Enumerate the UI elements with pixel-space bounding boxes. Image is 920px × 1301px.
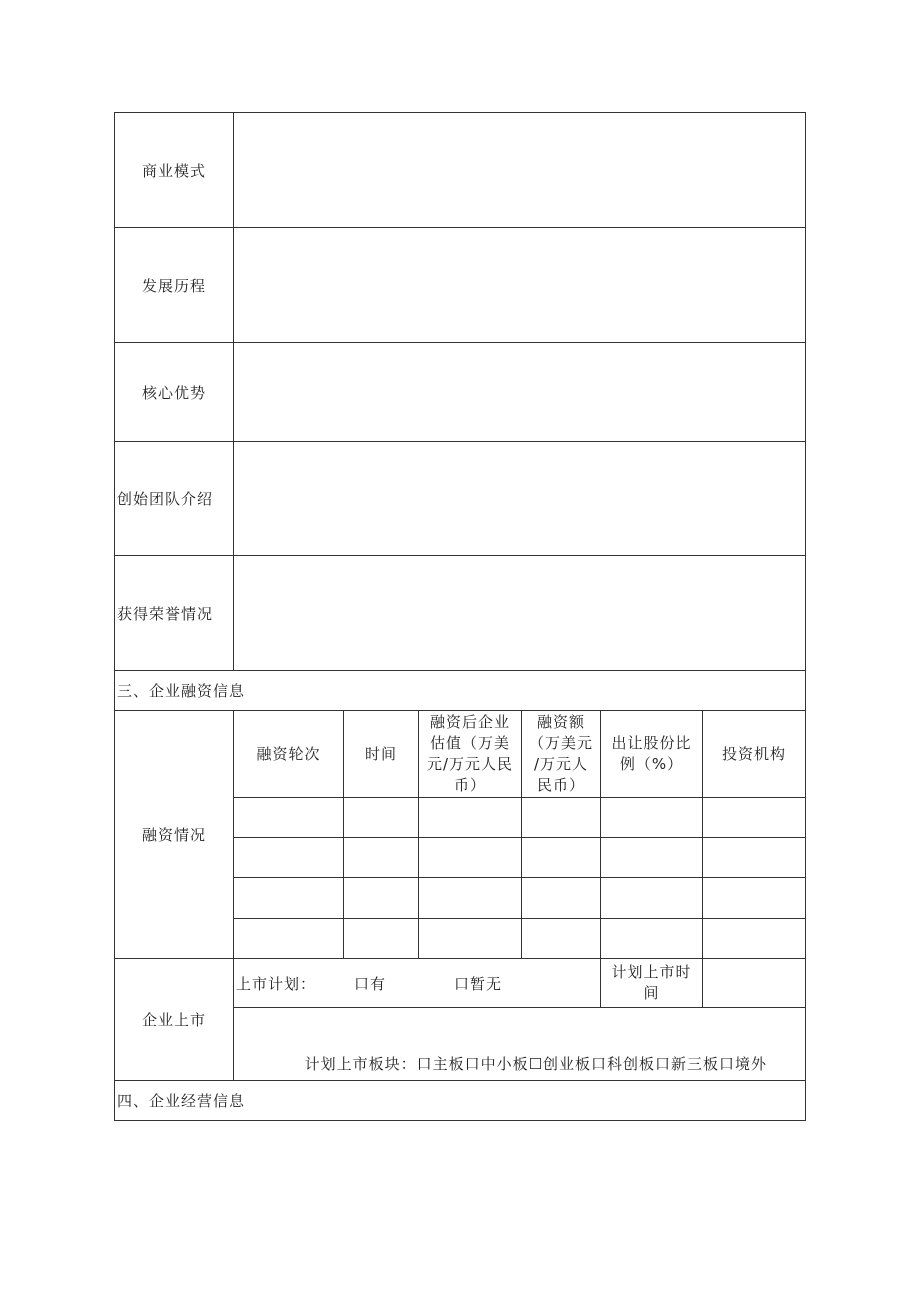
- header-share: 出让股份比 例（%）: [601, 711, 703, 798]
- label-founding-team: 创始团队介绍: [115, 442, 234, 556]
- row-section4-title: [115, 1081, 806, 1121]
- row-honors: [115, 556, 806, 671]
- financing-cell[interactable]: [703, 798, 806, 838]
- ipo-plan-label: 上市计划：: [236, 974, 317, 993]
- financing-cell[interactable]: [234, 919, 344, 959]
- financing-cell[interactable]: [234, 878, 344, 919]
- financing-cell[interactable]: [522, 919, 601, 959]
- ipo-plan-time-label: 计划上市时 间: [601, 959, 703, 1008]
- row-section3-title: [115, 671, 806, 711]
- financing-cell[interactable]: [234, 798, 344, 838]
- financing-cell[interactable]: [601, 919, 703, 959]
- label-business-model: 商业模式: [115, 113, 234, 228]
- financing-cell[interactable]: [419, 838, 522, 878]
- ipo-plan-time-field[interactable]: [703, 959, 806, 1008]
- financing-cell[interactable]: [601, 878, 703, 919]
- label-history: 发展历程: [115, 228, 234, 343]
- row-core-advantage: [115, 343, 806, 442]
- financing-cell[interactable]: [344, 798, 419, 838]
- financing-header-row: [115, 711, 806, 798]
- financing-cell[interactable]: [419, 919, 522, 959]
- label-core-advantage: 核心优势: [115, 343, 234, 442]
- field-core-advantage[interactable]: [234, 343, 806, 442]
- ipo-board-options[interactable]: 计划上市板块：口主板口中小板☐创业板口科创板口新三板口境外: [234, 1008, 806, 1081]
- field-honors[interactable]: [234, 556, 806, 671]
- row-founding-team: [115, 442, 806, 556]
- field-founding-team[interactable]: [234, 442, 806, 556]
- financing-cell[interactable]: [344, 838, 419, 878]
- financing-cell[interactable]: [234, 838, 344, 878]
- label-honors: 获得荣誉情况: [115, 556, 234, 671]
- financing-cell[interactable]: [419, 798, 522, 838]
- ipo-plan-row: [115, 959, 806, 1008]
- financing-cell[interactable]: [601, 798, 703, 838]
- field-history[interactable]: [234, 228, 806, 343]
- financing-cell[interactable]: [419, 878, 522, 919]
- row-business-model: [115, 113, 806, 228]
- row-history: [115, 228, 806, 343]
- section4-title: 四、企业经营信息: [115, 1081, 806, 1121]
- financing-cell[interactable]: [703, 878, 806, 919]
- label-ipo: 企业上市: [115, 959, 234, 1081]
- financing-cell[interactable]: [522, 838, 601, 878]
- label-financing: 融资情况: [115, 711, 234, 959]
- financing-cell[interactable]: [522, 798, 601, 838]
- section3-title: 三、企业融资信息: [115, 671, 806, 711]
- field-business-model[interactable]: [234, 113, 806, 228]
- financing-cell[interactable]: [522, 878, 601, 919]
- financing-cell[interactable]: [601, 838, 703, 878]
- header-round: 融资轮次: [234, 711, 344, 798]
- ipo-option-yes-checkbox[interactable]: 口有: [354, 974, 387, 993]
- enterprise-info-table: [114, 112, 806, 1121]
- financing-cell[interactable]: [344, 919, 419, 959]
- ipo-option-no-checkbox[interactable]: 口暂无: [454, 974, 503, 993]
- financing-cell[interactable]: [703, 838, 806, 878]
- header-time: 时间: [344, 711, 419, 798]
- header-investor: 投资机构: [703, 711, 806, 798]
- ipo-plan-cell: [234, 959, 601, 1008]
- header-valuation: 融资后企业 估值（万美 元/万元人民 币）: [419, 711, 522, 798]
- financing-cell[interactable]: [703, 919, 806, 959]
- header-amount: 融资额 （万美元 /万元人 民币）: [522, 711, 601, 798]
- financing-cell[interactable]: [344, 878, 419, 919]
